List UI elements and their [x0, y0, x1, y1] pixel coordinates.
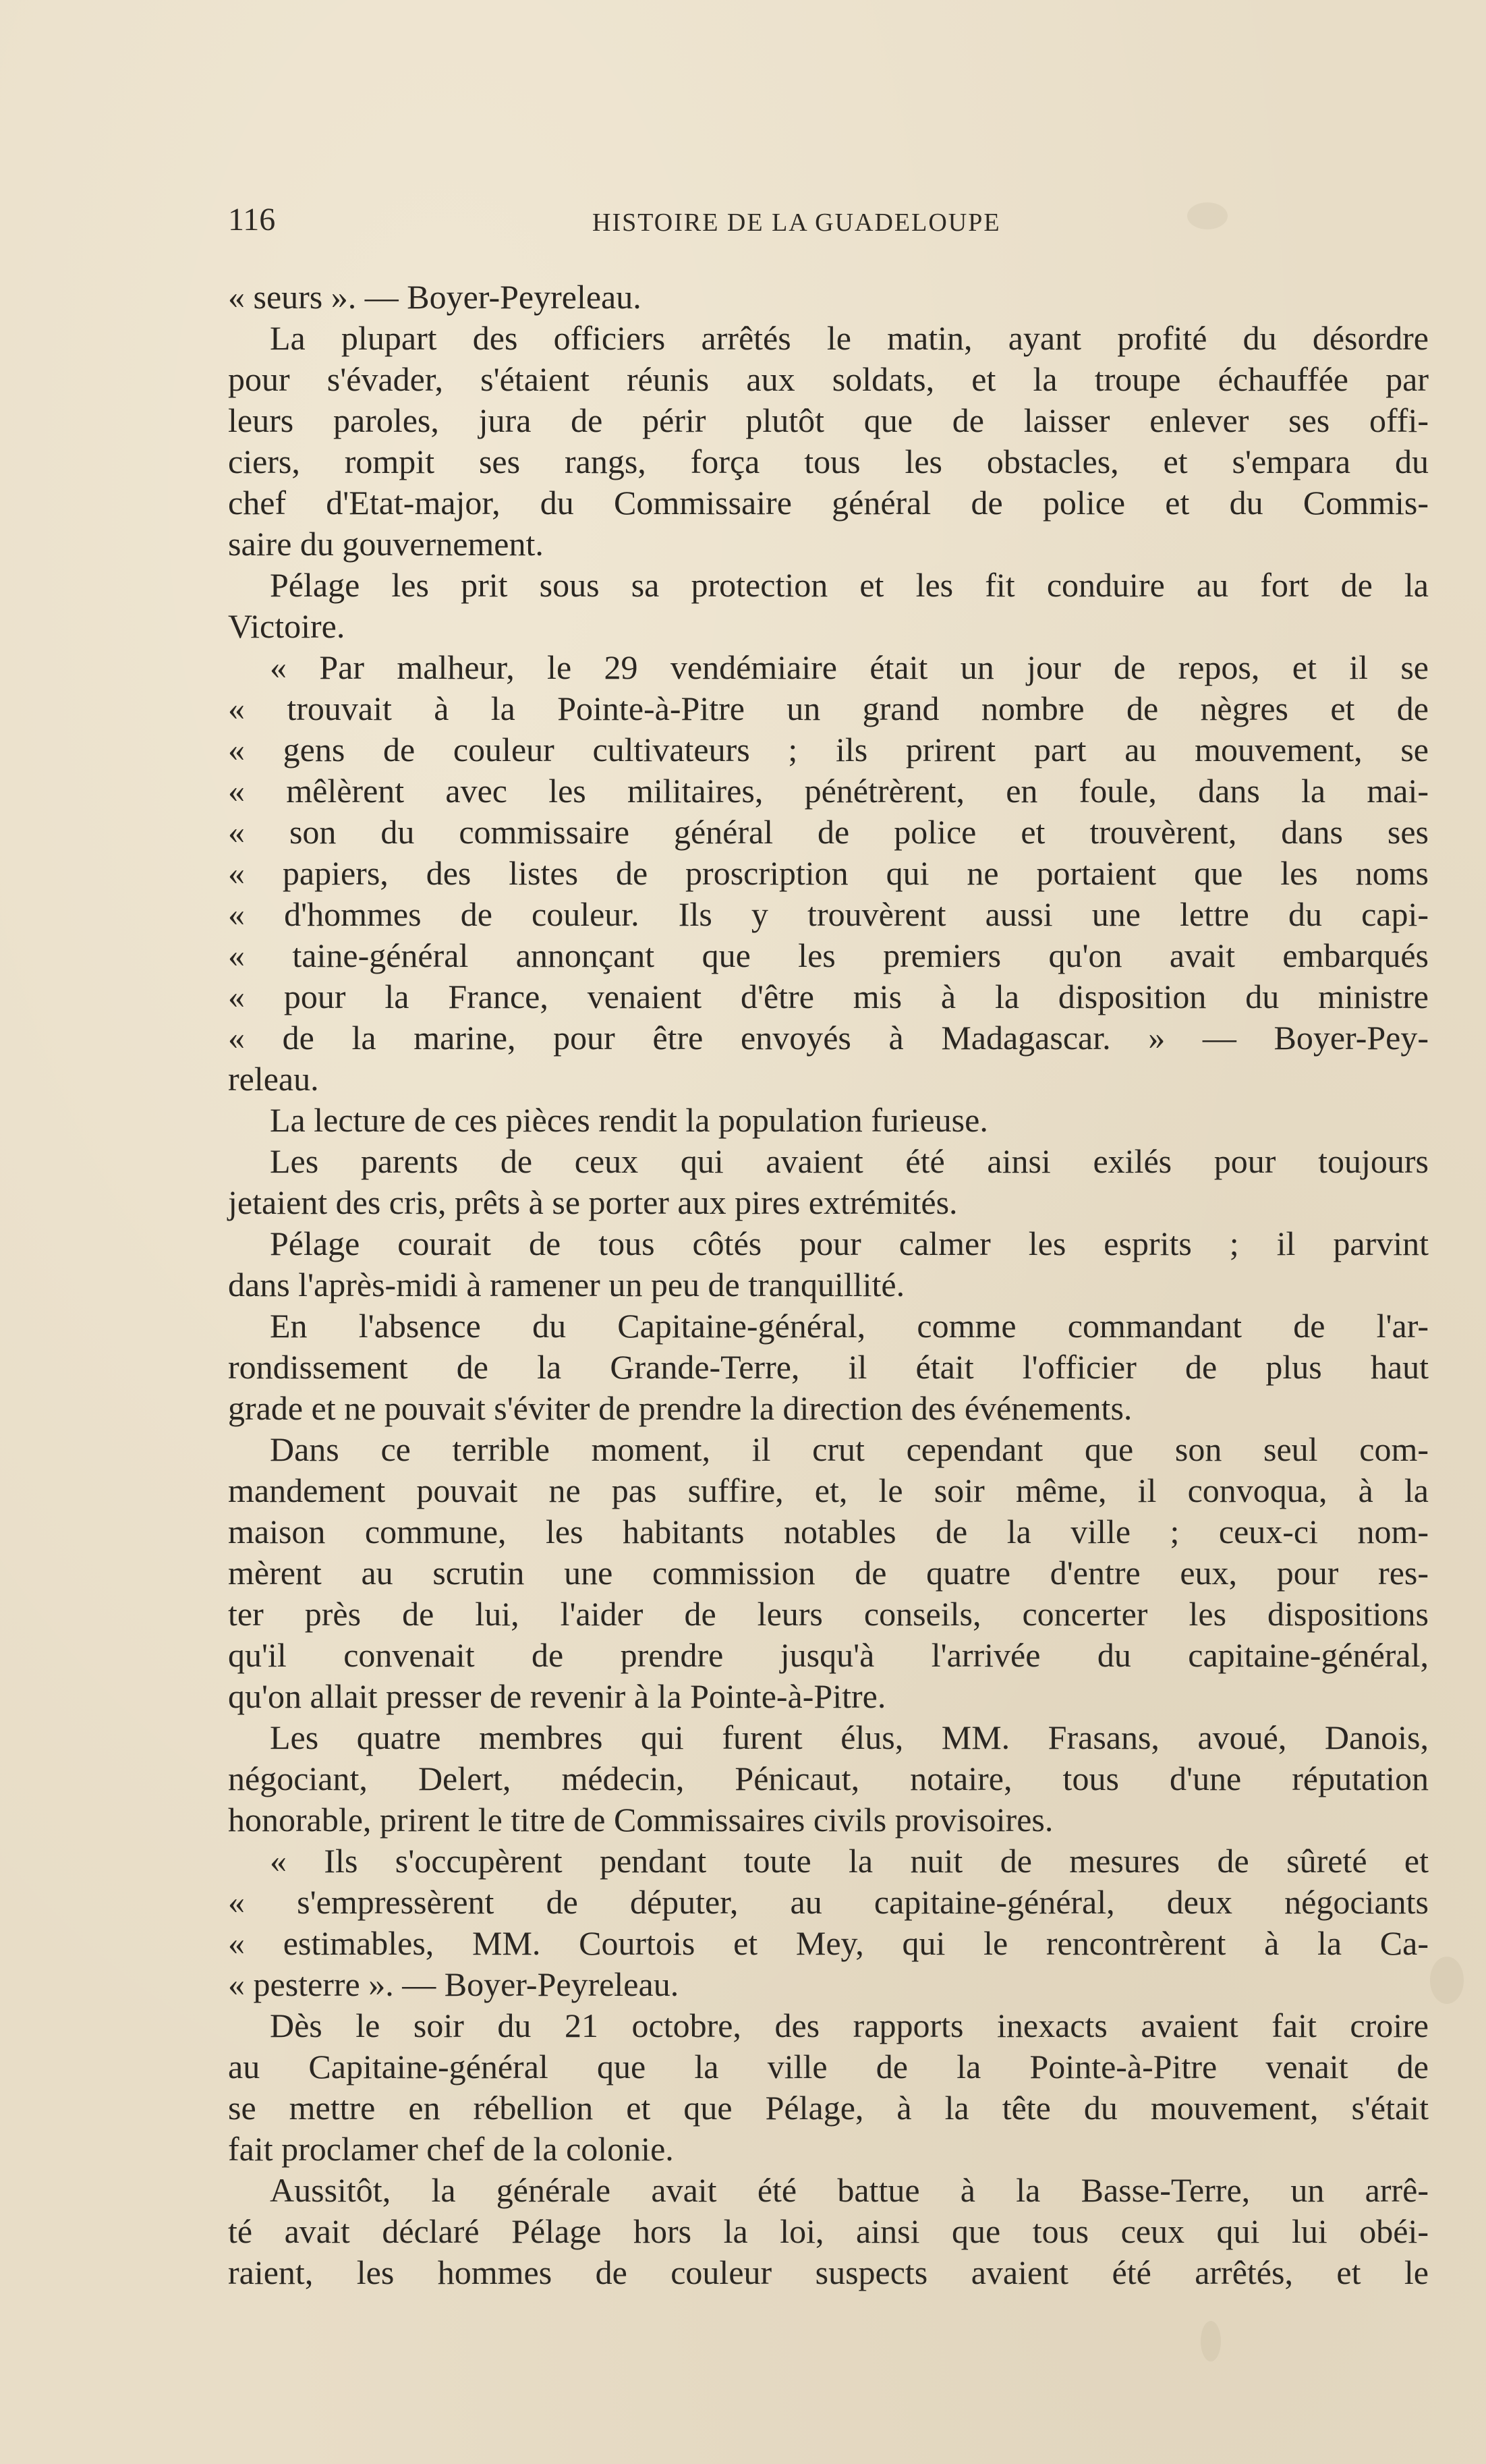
text-line: Dès le soir du 21 octobre, des rapports inexacts avaient fait croire: [270, 2007, 1429, 2044]
text-line: « s'empressèrent de députer, au capitaine-général, deux négociants: [228, 1883, 1429, 1921]
text-line: raient, les hommes de couleur suspects avaient été arrêtés, et le: [228, 2253, 1429, 2291]
text-line: Pélage les prit sous sa protection et les fit conduire au fort de la: [270, 566, 1429, 604]
text-line: fait proclamer chef de la colonie.: [228, 2130, 674, 2168]
text-line: saire du gouvernement.: [228, 525, 544, 563]
text-line: qu'on allait presser de revenir à la Pointe-à-Pitre.: [228, 1677, 886, 1715]
text-line: « Par malheur, le 29 vendémiaire était un jour de repos, et il se: [270, 648, 1429, 686]
text-line: Dans ce terrible moment, il crut cependant que son seul com-: [270, 1430, 1429, 1468]
text-line: Les quatre membres qui furent élus, MM. Frasans, avoué, Danois,: [270, 1718, 1429, 1756]
text-line: releau.: [228, 1060, 319, 1098]
text-line: En l'absence du Capitaine-général, comme commandant de l'ar-: [270, 1307, 1429, 1345]
text-line: ciers, rompit ses rangs, força tous les obstacles, et s'empara du: [228, 443, 1429, 480]
text-line: rondissement de la Grande-Terre, il était l'officier de plus haut: [228, 1348, 1429, 1386]
text-line: qu'il convenait de prendre jusqu'à l'arrivée du capitaine-général,: [228, 1636, 1429, 1674]
text-line: chef d'Etat-major, du Commissaire général de police et du Commis-: [228, 484, 1429, 522]
text-line: négociant, Delert, médecin, Pénicaut, notaire, tous d'une réputation: [228, 1760, 1429, 1797]
text-line: Pélage courait de tous côtés pour calmer les esprits ; il parvint: [270, 1225, 1429, 1262]
text-line: « seurs ». — Boyer-Peyreleau.: [228, 278, 641, 316]
text-line: ter près de lui, l'aider de leurs conseils, concerter les dispositions: [228, 1595, 1429, 1633]
paper-stain: [1201, 2321, 1221, 2361]
text-line: « pour la France, venaient d'être mis à la disposition du ministre: [228, 978, 1429, 1015]
page-header: [228, 201, 1429, 248]
text-line: jetaient des cris, prêts à se porter aux pires extrémités.: [228, 1183, 958, 1221]
text-line: « estimables, MM. Courtois et Mey, qui le rencontrèrent à la Ca-: [228, 1924, 1429, 1962]
text-line: té avait déclaré Pélage hors la loi, ainsi que tous ceux qui lui obéi-: [228, 2212, 1429, 2250]
text-line: La lecture de ces pièces rendit la population furieuse.: [270, 1101, 988, 1139]
text-line: « de la marine, pour être envoyés à Madagascar. » — Boyer-Pey-: [228, 1019, 1429, 1057]
text-line: Les parents de ceux qui avaient été ainsi exilés pour toujours: [270, 1142, 1429, 1180]
text-line: maison commune, les habitants notables de la ville ; ceux-ci nom-: [228, 1513, 1429, 1550]
running-title: HISTOIRE DE LA GUADELOUPE: [592, 208, 1001, 237]
text-line: mèrent au scrutin une commission de quatre d'entre eux, pour res-: [228, 1554, 1429, 1592]
text-line: « son du commissaire général de police et trouvèrent, dans ses: [228, 813, 1429, 851]
paper-stain: [1430, 1957, 1464, 2004]
text-line: « papiers, des listes de proscription qui ne portaient que les noms: [228, 854, 1429, 892]
text-line: honorable, prirent le titre de Commissaires civils provisoires.: [228, 1801, 1054, 1839]
text-line: se mettre en rébellion et que Pélage, à la tête du mouvement, s'était: [228, 2089, 1429, 2127]
text-line: dans l'après-midi à ramener un peu de tranquillité.: [228, 1266, 905, 1304]
text-line: La plupart des officiers arrêtés le matin, ayant profité du désordre: [270, 319, 1429, 357]
page-number: 116: [228, 202, 276, 237]
body-text: [228, 277, 1429, 2293]
text-line: « pesterre ». — Boyer-Peyreleau.: [228, 1965, 679, 2003]
text-line: leurs paroles, jura de périr plutôt que de laisser enlever ses offi-: [228, 401, 1429, 439]
text-line: Aussitôt, la générale avait été battue à la Basse-Terre, un arrê-: [270, 2171, 1429, 2209]
text-line: « taine-général annonçant que les premiers qu'on avait embarqués: [228, 936, 1429, 974]
text-line: Victoire.: [228, 607, 345, 645]
text-line: pour s'évader, s'étaient réunis aux soldats, et la troupe échauffée par: [228, 360, 1429, 398]
text-line: au Capitaine-général que la ville de la Pointe-à-Pitre venait de: [228, 2048, 1429, 2085]
text-line: « Ils s'occupèrent pendant toute la nuit de mesures de sûreté et: [270, 1842, 1429, 1880]
text-line: « mêlèrent avec les militaires, pénétrèrent, en foule, dans la mai-: [228, 772, 1429, 810]
text-line: « gens de couleur cultivateurs ; ils prirent part au mouvement, se: [228, 731, 1429, 768]
text-line: « d'hommes de couleur. Ils y trouvèrent aussi une lettre du capi-: [228, 895, 1429, 933]
text-line: « trouvait à la Pointe-à-Pitre un grand nombre de nègres et de: [228, 690, 1429, 727]
text-line: grade et ne pouvait s'éviter de prendre la direction des événements.: [228, 1389, 1133, 1427]
text-line: mandement pouvait ne pas suffire, et, le soir même, il convoqua, à la: [228, 1472, 1429, 1509]
